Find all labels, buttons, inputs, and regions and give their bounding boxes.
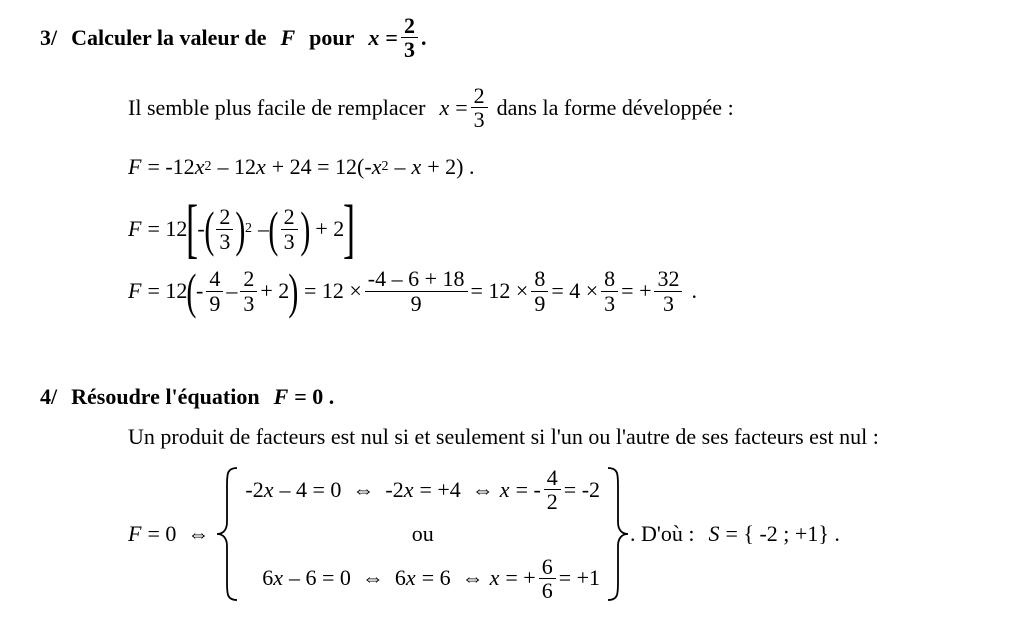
numerator: 6 (539, 555, 556, 579)
denominator: 3 (219, 228, 231, 254)
fraction (544, 466, 561, 513)
ou-label: ou (411, 521, 434, 546)
fraction (601, 267, 618, 314)
fraction (365, 267, 468, 314)
equation-system (215, 466, 630, 602)
term: . D'où : (630, 521, 695, 546)
fraction (206, 267, 223, 314)
q3-equation-line-3 (128, 263, 697, 319)
numerator: 8 (601, 267, 618, 291)
fraction (539, 555, 556, 602)
numerator: -4 – 6 + 18 (365, 267, 468, 291)
q3-heading-text: Calculer la valeur de (71, 24, 267, 50)
term: – (394, 154, 406, 179)
q3-equation-line-2: F = 12 [ - ( $\frac{2}{3}$ ) 2 – ( $\frac{2}{3}$ ) + 2 ] (128, 192, 356, 265)
fraction (216, 205, 233, 252)
var-x: x (263, 476, 274, 502)
q3-intro-num: 2 (471, 84, 488, 108)
q4-system (128, 466, 840, 602)
right-brace (604, 466, 630, 602)
numerator: 8 (531, 267, 548, 291)
var-x: x (371, 154, 382, 179)
fraction (240, 267, 257, 314)
var-S: S (708, 521, 720, 546)
term: + 24 = 12(- (271, 154, 372, 179)
term: = +1 (558, 565, 601, 591)
var-F: F (128, 154, 142, 179)
term: + 2 (260, 278, 290, 303)
term: = + (505, 565, 536, 591)
denominator: 9 (410, 290, 422, 316)
denominator: 6 (541, 577, 553, 603)
var-x: x (411, 154, 422, 179)
denominator: 3 (604, 290, 616, 316)
denominator: 2 (546, 489, 558, 515)
q3-heading-den: 3 (403, 37, 415, 63)
term: – (258, 216, 269, 241)
q3-intro-fraction (471, 84, 488, 131)
numerator: 2 (281, 205, 298, 229)
q4-heading-var: F (273, 384, 289, 409)
q3-intro-before: Il semble plus facile de remplacer (128, 94, 426, 120)
var-x: x (405, 565, 416, 591)
denominator: 3 (662, 290, 674, 316)
fraction (654, 267, 682, 314)
term: = +4 ⇔ (419, 476, 494, 502)
q3-heading-num: 2 (401, 14, 418, 38)
term: = + (621, 278, 652, 303)
term: = 0 ⇔ (147, 521, 210, 546)
term: – 6 = 0 ⇔ 6 (289, 565, 406, 591)
q4-intro: Un produit de facteurs est nul si et seulement si l'un ou l'autre de ses facteurs est nul : (128, 424, 879, 449)
q3-intro-den: 3 (473, 107, 485, 133)
var-F: F (128, 278, 142, 303)
left-paren: ( (186, 263, 197, 319)
term: - (197, 216, 205, 241)
term: = 4 × (551, 278, 599, 303)
numerator: 2 (240, 267, 257, 291)
q3-intro-x: x (439, 94, 450, 120)
term: = 12 × (303, 278, 362, 303)
right-paren: ) (288, 263, 299, 319)
numerator: 32 (654, 267, 682, 291)
q3-heading (40, 14, 426, 61)
left-bracket: [ (186, 192, 199, 265)
left-paren: ( (204, 201, 215, 257)
solution-set: = { -2 ; +1} . (725, 521, 840, 546)
right-bracket: ] (343, 192, 356, 265)
q3-heading-eq: = (385, 24, 398, 50)
q3-intro (128, 84, 734, 131)
q3-equation-line-1: F = -12 x 2 – 12 x + 24 = 12(- x 2 – x + 2) . (128, 154, 475, 179)
term: – 12 (217, 154, 256, 179)
var-x: x (499, 476, 510, 502)
var-x: x (489, 565, 500, 591)
right-paren: ) (235, 201, 246, 257)
term: - (196, 278, 204, 303)
numerator: 4 (544, 466, 561, 490)
var-x: x (255, 154, 266, 179)
system-rows (245, 466, 600, 602)
term: + 2 (315, 216, 345, 241)
system-row-1 (245, 466, 600, 513)
term: = 12 (147, 278, 188, 303)
term: – 4 = 0 ⇔ -2 (279, 476, 404, 502)
fraction (531, 267, 548, 314)
term: + 2) . (427, 154, 475, 179)
term: . (691, 278, 697, 303)
q4-heading (40, 384, 334, 410)
q4-heading-eq: = 0 . (294, 384, 335, 409)
term: – (226, 278, 238, 303)
var-x: x (273, 565, 283, 591)
q3-intro-after: dans la forme développée : (496, 94, 734, 120)
term: = 6 ⇔ (421, 565, 484, 591)
q3-heading-x: x (368, 24, 380, 50)
term: 6 (262, 565, 274, 591)
right-paren: ) (299, 201, 310, 257)
term: = 12 × (470, 278, 529, 303)
q3-heading-fraction (401, 14, 418, 61)
var-F: F (128, 521, 142, 546)
system-ou (245, 521, 600, 547)
var-x: x (403, 476, 414, 502)
q3-heading-pour: pour (309, 24, 355, 50)
left-brace (215, 466, 241, 602)
term: = 12 (147, 216, 188, 241)
denominator: 3 (243, 290, 255, 316)
q3-intro-eq: = (455, 94, 468, 120)
denominator: 9 (209, 290, 221, 316)
q4-number: 4/ (40, 384, 58, 409)
q3-heading-end: . (420, 24, 427, 50)
left-paren: ( (268, 201, 279, 257)
q3-number: 3/ (40, 24, 58, 50)
term: -2 (245, 476, 264, 502)
denominator: 3 (283, 228, 295, 254)
q3-heading-var: F (280, 24, 296, 50)
numerator: 2 (216, 205, 233, 229)
term: = - (515, 476, 541, 502)
term: = -2 (563, 476, 601, 502)
denominator: 9 (534, 290, 546, 316)
system-row-2 (245, 555, 600, 602)
numerator: 4 (206, 267, 223, 291)
fraction (281, 205, 298, 252)
var-F: F (128, 216, 142, 241)
term: = -12 (147, 154, 195, 179)
q4-heading-text: Résoudre l'équation (71, 384, 260, 409)
var-x: x (194, 154, 205, 179)
